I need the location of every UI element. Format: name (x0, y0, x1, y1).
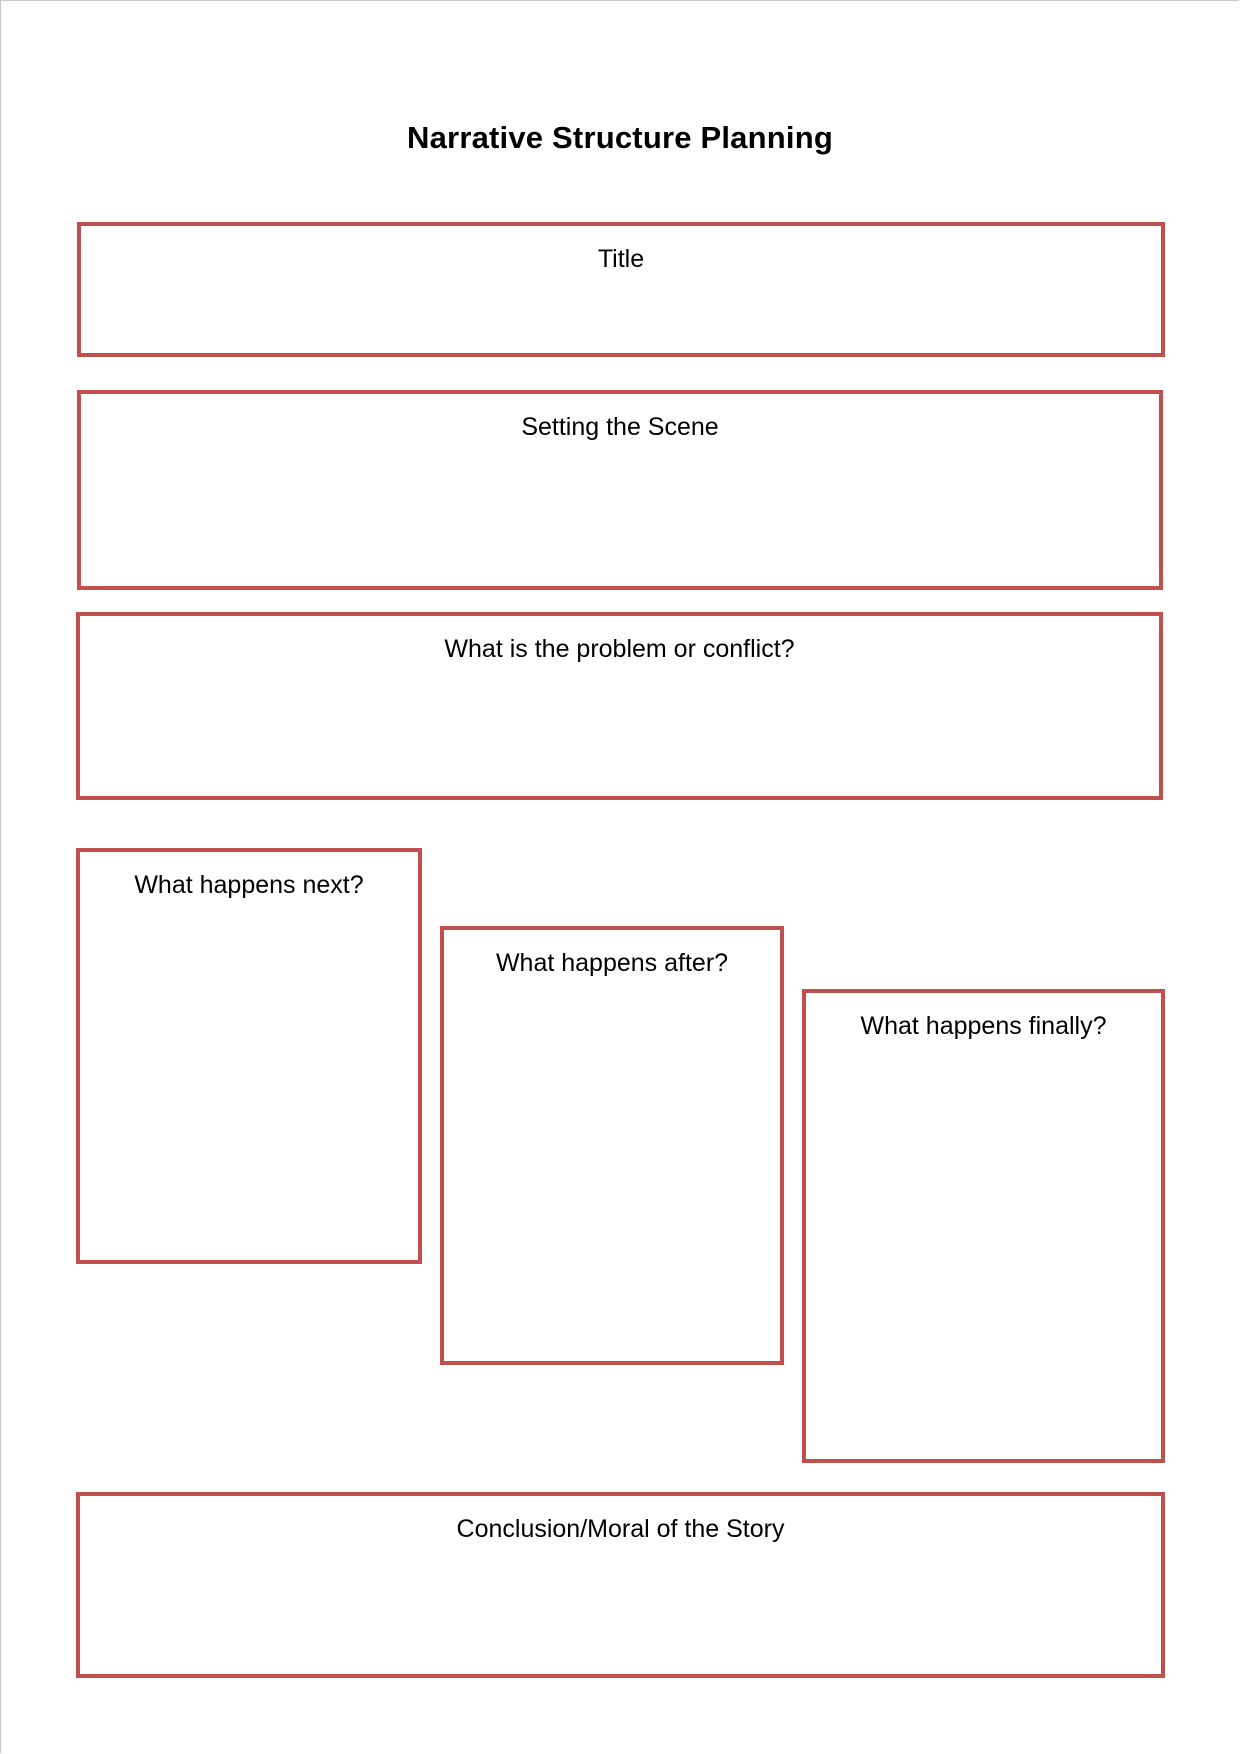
what-happens-after-box[interactable] (440, 926, 784, 1365)
what-happens-finally-box[interactable] (802, 989, 1165, 1463)
page-title: Narrative Structure Planning (407, 120, 833, 155)
problem-conflict-box[interactable] (76, 612, 1163, 800)
conclusion-moral-label: Conclusion/Moral of the Story (456, 1515, 785, 1543)
title-box[interactable] (77, 222, 1165, 357)
conclusion-moral-box[interactable] (76, 1492, 1165, 1678)
what-happens-after-label: What happens after? (495, 949, 729, 977)
title-box-label: Title (597, 245, 645, 273)
what-happens-finally-label: What happens finally? (860, 1012, 1107, 1040)
setting-the-scene-box[interactable] (77, 390, 1163, 590)
problem-conflict-label: What is the problem or conflict? (444, 635, 795, 663)
setting-the-scene-label: Setting the Scene (521, 413, 719, 441)
what-happens-next-label: What happens next? (134, 871, 364, 899)
what-happens-next-box[interactable] (76, 848, 422, 1264)
